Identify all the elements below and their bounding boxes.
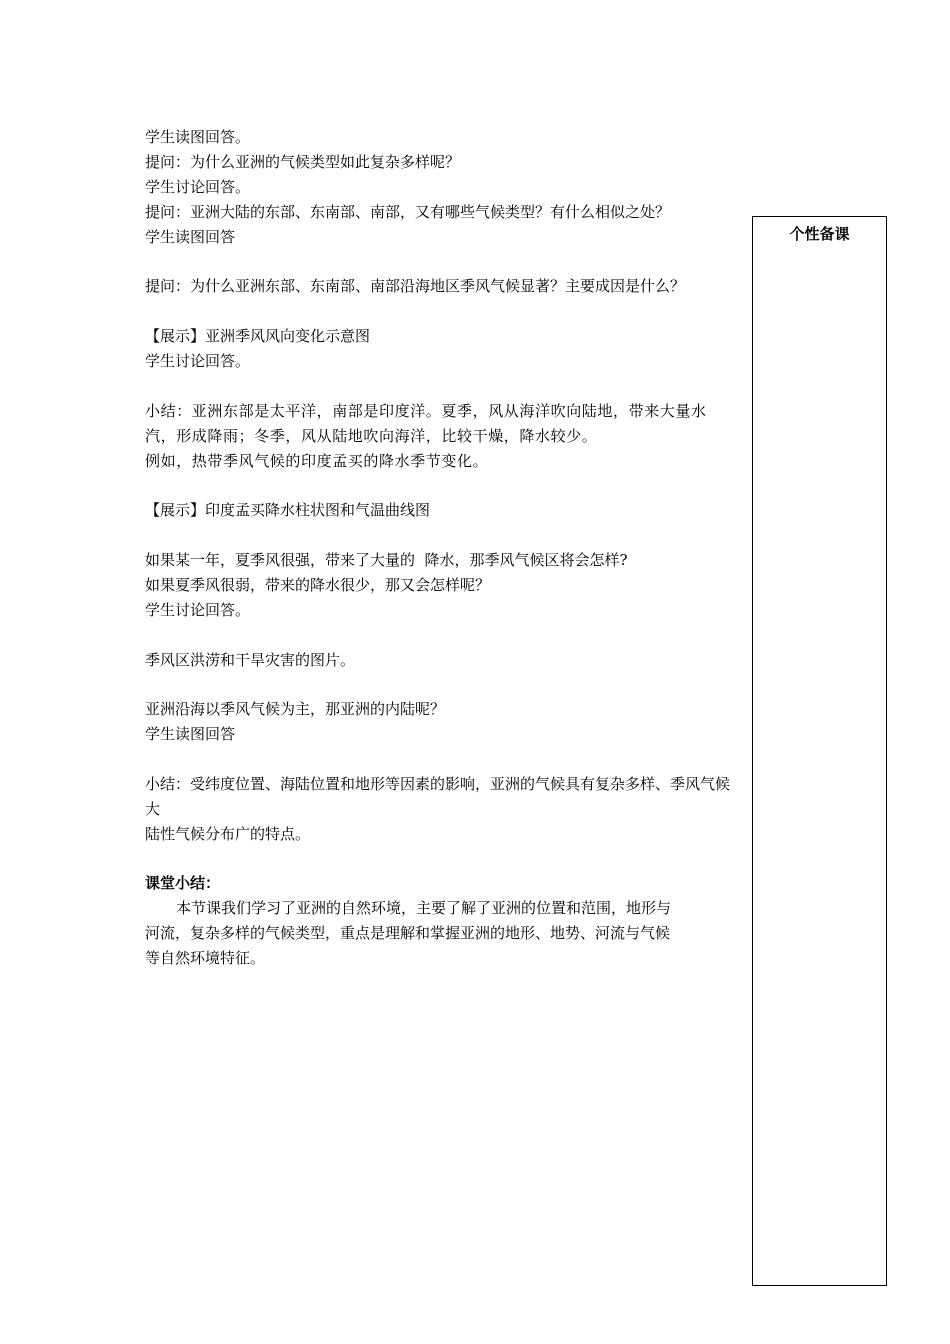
text-line: 学生读图回答 <box>145 228 236 246</box>
summary-heading: 课堂小结： <box>145 874 221 892</box>
text-line: 例如，热带季风气候的印度孟买的降水季节变化。 <box>145 452 489 470</box>
text-line: 陆性气候分布广的特点。 <box>145 825 311 843</box>
text-line: 季风区洪涝和干旱灾害的图片。 <box>145 651 356 669</box>
text-line: 【展示】印度孟买降水柱状图和气温曲线图 <box>145 501 431 519</box>
text-line: 如果夏季风很弱，带来的降水很少，那又会怎样呢？ <box>145 576 491 594</box>
text-line: 小结：亚洲东部是太平洋，南部是印度洋。夏季，风从海洋吹向陆地，带来大量水 <box>145 402 707 420</box>
text-line: 汽，形成降雨；冬季，风从陆地吹向海洋，比较干燥，降水较少。 <box>145 427 598 445</box>
text-line: 【展示】亚洲季风风向变化示意图 <box>145 327 371 345</box>
summary-line: 河流，复杂多样的气候类型，重点是理解和掌握亚洲的地形、地势、河流与气候 <box>145 924 671 942</box>
text-line: 学生读图回答 <box>145 725 236 743</box>
text-line: 学生读图回答。 <box>145 128 251 146</box>
text-line: 如果某一年，夏季风很强，带来了大量的 降水，那季风气候区将会怎样? <box>145 551 628 569</box>
summary-line: 本节课我们学习了亚洲的自然环境，主要了解了亚洲的位置和范围，地形与 <box>176 899 672 917</box>
text-line: 大 <box>145 800 161 818</box>
text-line: 学生讨论回答。 <box>145 352 251 370</box>
personal-notes-box <box>752 216 887 1286</box>
personal-notes-title: 个性备课 <box>789 225 850 243</box>
text-line: 提问：亚洲大陆的东部、东南部、南部，又有哪些气候类型？有什么相似之处？ <box>145 203 671 221</box>
text-line: 亚洲沿海以季风气候为主，那亚洲的内陆呢？ <box>145 700 446 718</box>
text-line: 提问：为什么亚洲的气候类型如此复杂多样呢？ <box>145 153 461 171</box>
text-line: 学生讨论回答。 <box>145 178 251 196</box>
text-line: 学生讨论回答。 <box>145 601 251 619</box>
text-line-clipped: 小结：受纬度位置、海陆位置和地形等因素的影响，亚洲的气候具有复杂多样、季风气候 <box>145 775 731 793</box>
text-line: 提问：为什么亚洲东部、东南部、南部沿海地区季风气候显著？主要成因是什么？ <box>145 277 686 295</box>
summary-line: 等自然环境特征。 <box>145 949 266 967</box>
